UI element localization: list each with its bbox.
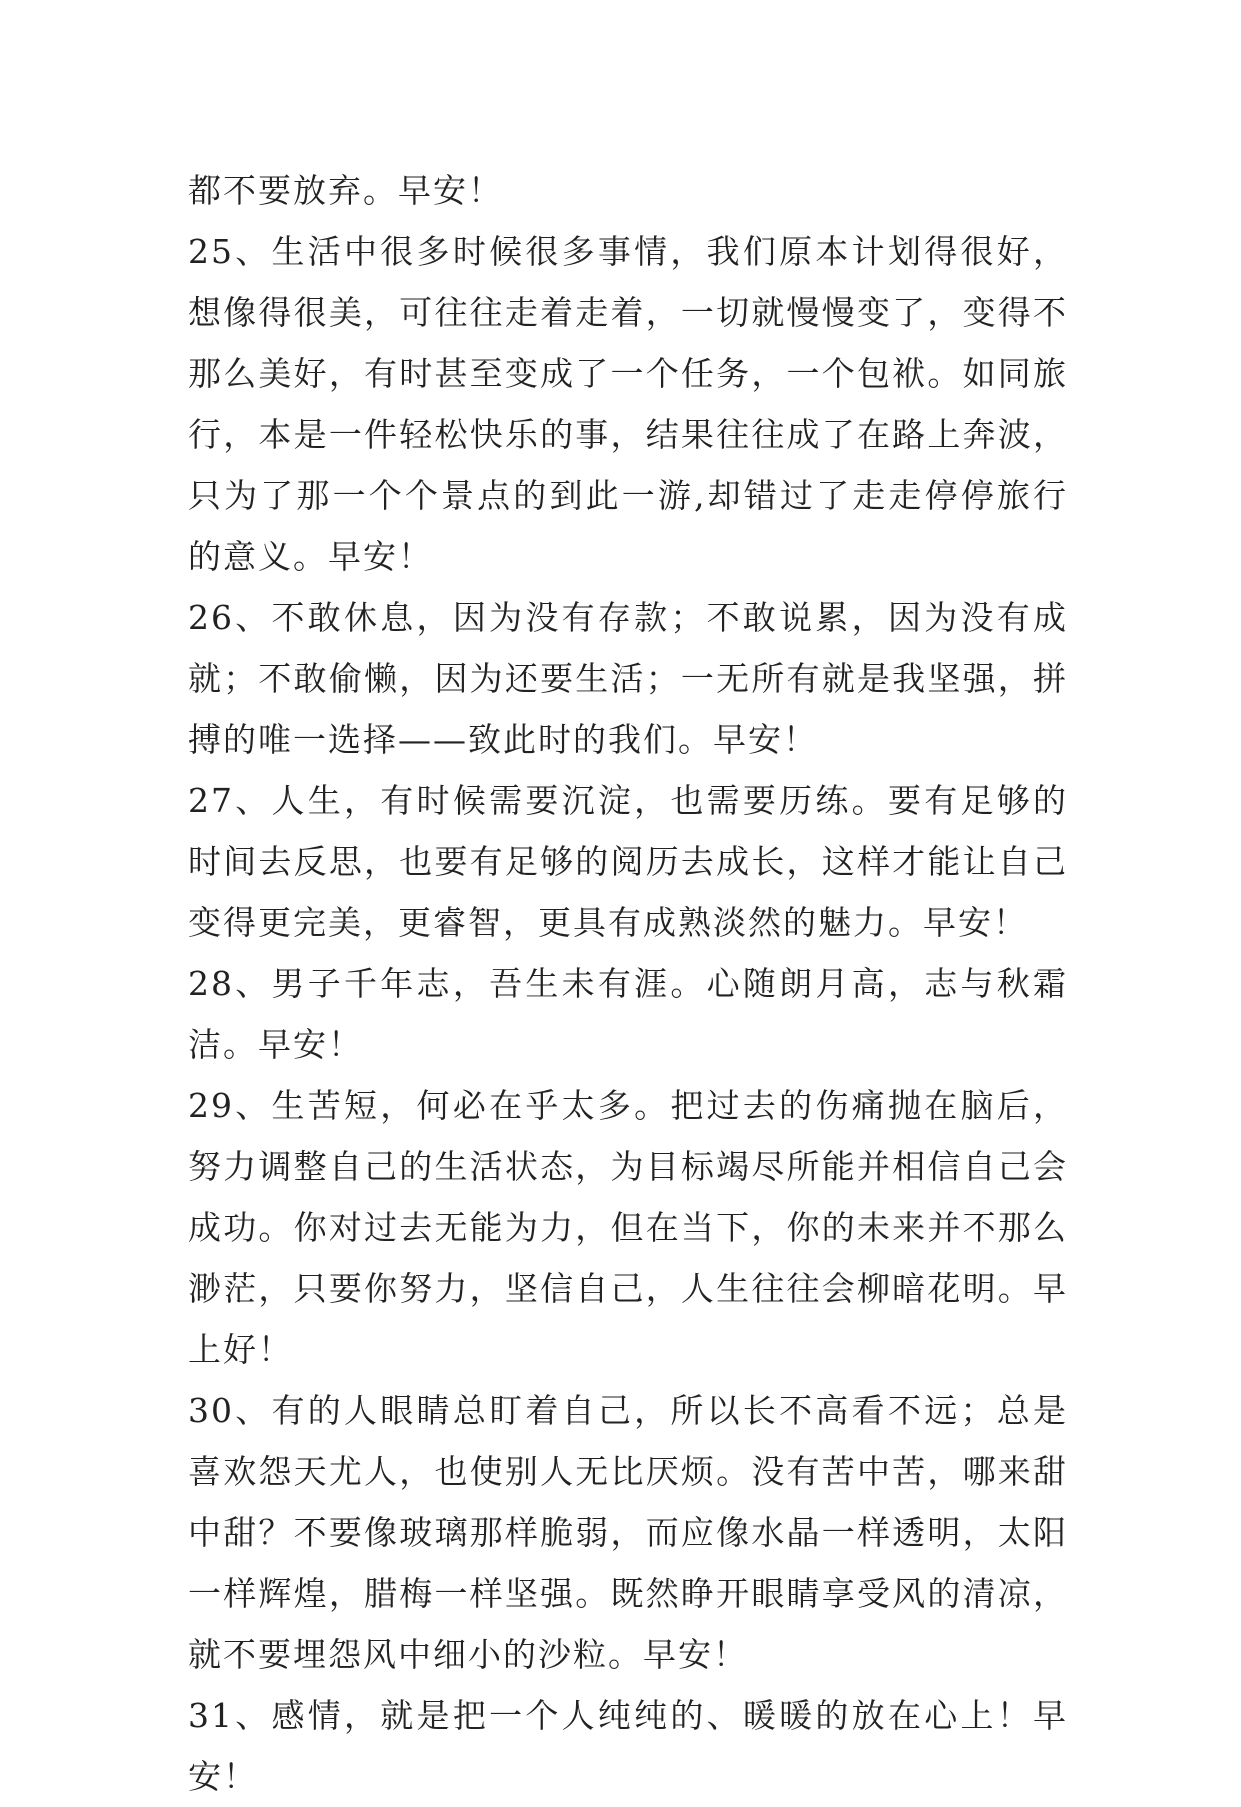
document-body (188, 160, 1068, 1807)
paragraph-30: 30、有的人眼睛总盯着自己，所以长不高看不远；总是喜欢怨天尤人，也使别人无比厌烦。没有苦中苦，哪来甜中甜？不要像玻璃那样脆弱，而应像水晶一样透明，太阳一样辉煌，腊梅一样坚强。既然睁开眼睛享受风的清凉，就不要埋怨风中细小的沙粒。早安！ (188, 1391, 1068, 1674)
paragraph-25: 25、生活中很多时候很多事情，我们原本计划得很好，想像得很美，可往往走着走着，一切就慢慢变了，变得不那么美好，有时甚至变成了一个任务，一个包袱。如同旅行，本是一件轻松快乐的事，结果往往成了在路上奔波，只为了那一个个景点的到此一游,却错过了走走停停旅行的意义。早安！ (188, 232, 1068, 576)
paragraph-28: 28、男子千年志，吾生未有涯。心随朗月高，志与秋霜洁。早安！ (188, 964, 1068, 1064)
paragraph-29: 29、生苦短，何必在乎太多。把过去的伤痛抛在脑后，努力调整自己的生活状态，为目标竭尽所能并相信自己会成功。你对过去无能为力，但在当下，你的未来并不那么渺茫，只要你努力，坚信自己，人生往往会柳暗花明。早上好！ (188, 1086, 1068, 1369)
paragraph-27: 27、人生，有时候需要沉淀，也需要历练。要有足够的时间去反思，也要有足够的阅历去成长，这样才能让自己变得更完美，更睿智，更具有成熟淡然的魅力。早安！ (188, 781, 1068, 942)
paragraph-31: 31、感情，就是把一个人纯纯的、暖暖的放在心上！早安！ (188, 1696, 1068, 1796)
paragraph-continuation: 都不要放弃。早安！ (188, 171, 503, 210)
paragraph-26: 26、不敢休息，因为没有存款；不敢说累，因为没有成就；不敢偷懒，因为还要生活；一无所有就是我坚强，拼搏的唯一选择——致此时的我们。早安！ (188, 598, 1068, 759)
